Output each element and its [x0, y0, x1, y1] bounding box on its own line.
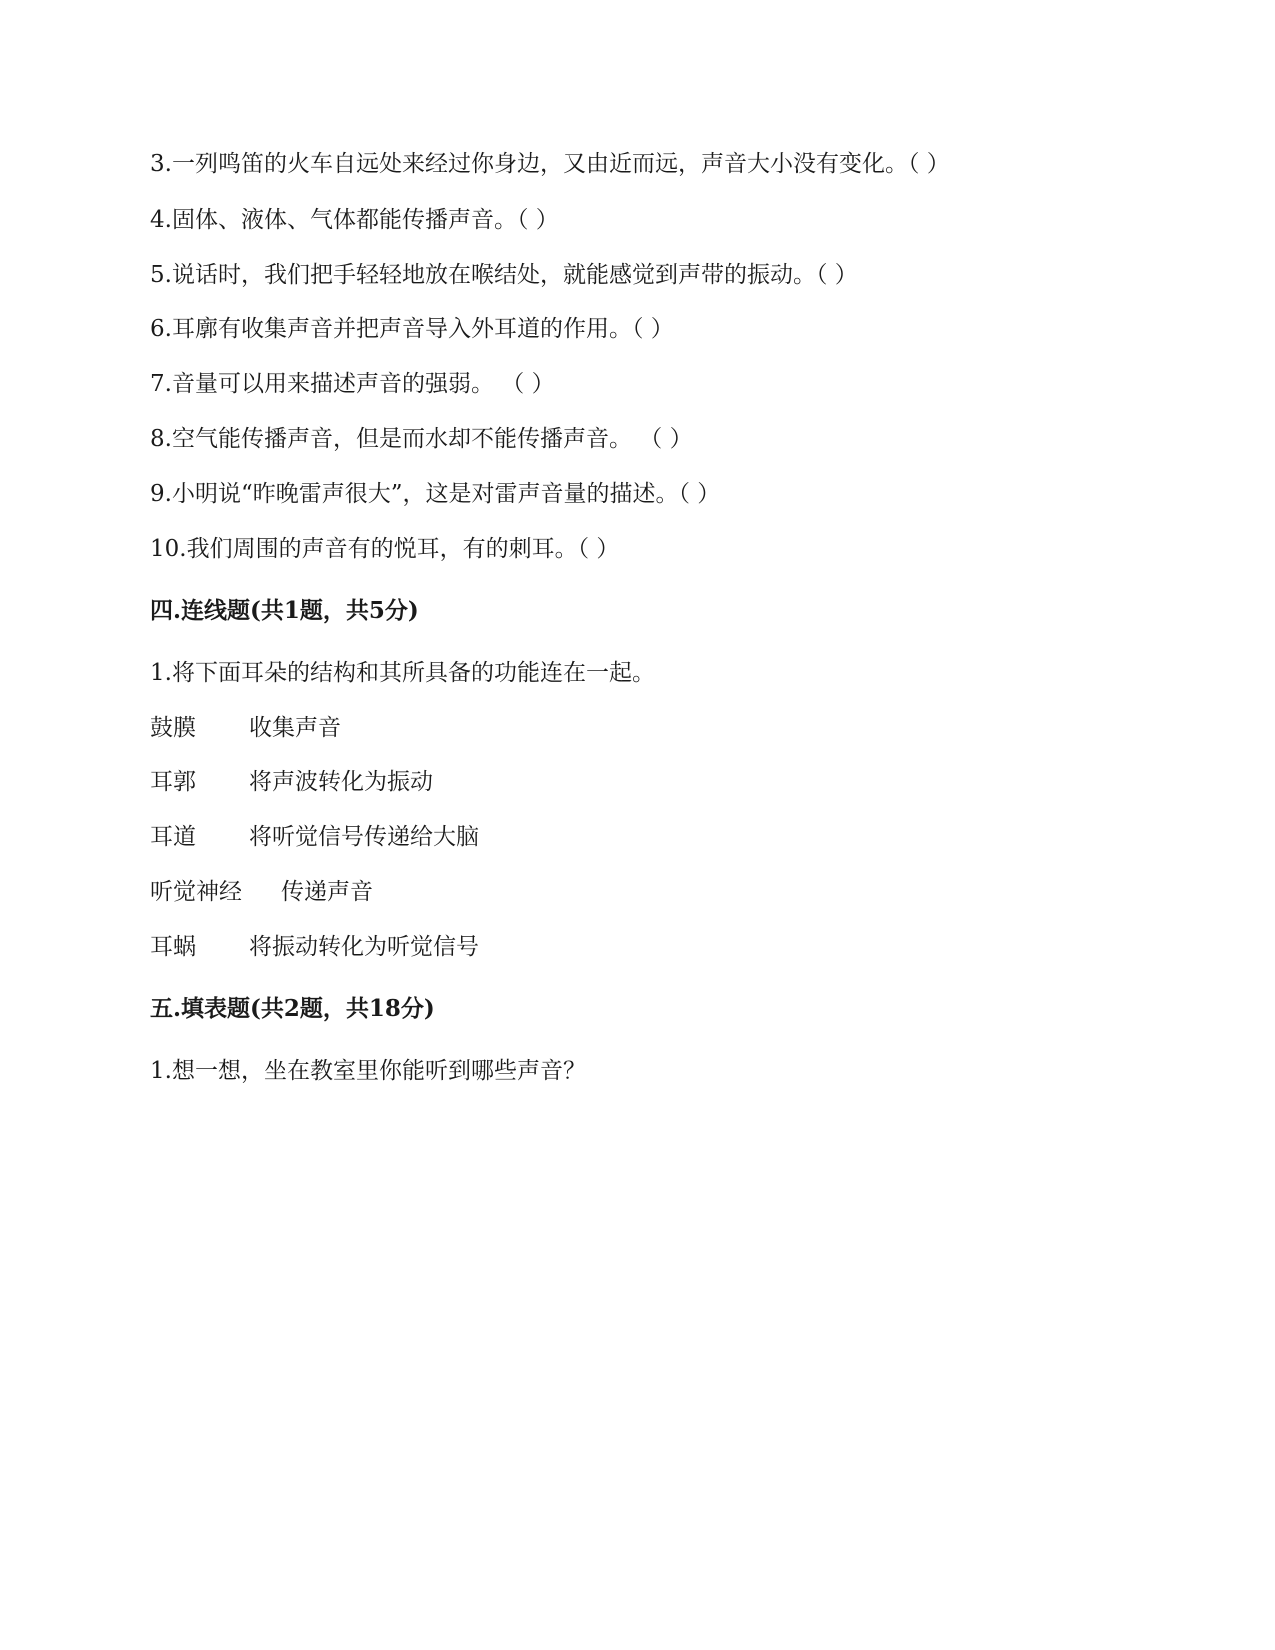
table-fill-question: 1.想一想，坐在教室里你能听到哪些声音？: [150, 1058, 586, 1084]
judgment-item-8: 8.空气能传播声音，但是而水却不能传播声音。 （ ）: [150, 426, 693, 452]
matching-pair: [150, 932, 479, 962]
judgment-item-7: 7.音量可以用来描述声音的强弱。 （ ）: [150, 371, 555, 397]
matching-pair: [150, 822, 479, 852]
judgment-item-6: 6.耳廓有收集声音并把声音导入外耳道的作用。（ ）: [150, 316, 674, 342]
matching-pair: [150, 767, 433, 797]
ear-function: 将听觉信号传递给大脑: [249, 824, 479, 850]
judgment-item-9: 9.小明说“昨晚雷声很大”，这是对雷声音量的描述。（ ）: [150, 481, 721, 507]
section-heading-matching: 四.连线题(共1题，共5分): [150, 597, 419, 624]
judgment-item-4: 4.固体、液体、气体都能传播声音。（ ）: [150, 207, 559, 233]
matching-question: 1.将下面耳朵的结构和其所具备的功能连在一起。: [150, 660, 655, 686]
ear-structure: 耳郭: [150, 769, 196, 795]
ear-structure: 耳蜗: [150, 934, 196, 960]
ear-function: 将振动转化为听觉信号: [249, 934, 479, 960]
judgment-item-10: 10.我们周围的声音有的悦耳，有的刺耳。（ ）: [150, 536, 620, 562]
ear-function: 收集声音: [249, 715, 341, 741]
matching-pair: [150, 877, 373, 907]
ear-function: 将声波转化为振动: [249, 769, 433, 795]
ear-function: 传递声音: [281, 879, 373, 905]
ear-structure: 听觉神经: [150, 879, 242, 905]
ear-structure: 耳道: [150, 824, 196, 850]
matching-pair: [150, 713, 341, 743]
section-heading-table-fill: 五.填表题(共2题，共18分): [150, 995, 435, 1022]
judgment-item-3: 3.一列鸣笛的火车自远处来经过你身边，又由近而远，声音大小没有变化。（ ）: [150, 151, 950, 177]
judgment-item-5: 5.说话时，我们把手轻轻地放在喉结处，就能感觉到声带的振动。（ ）: [150, 262, 858, 288]
ear-structure: 鼓膜: [150, 715, 196, 741]
